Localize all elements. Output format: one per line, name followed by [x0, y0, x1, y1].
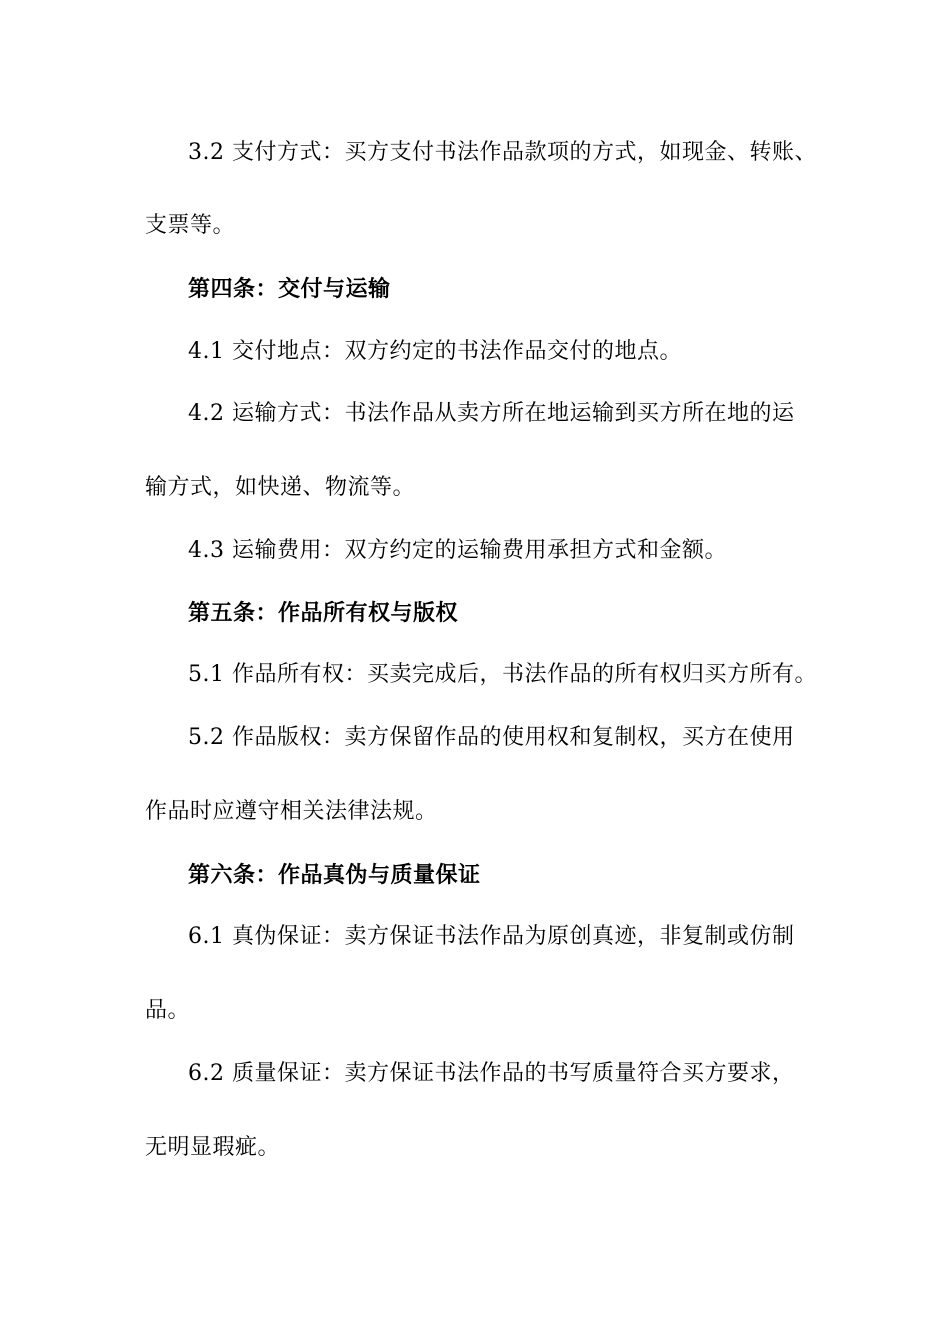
clause-4-2-line-1: 4.2 运输方式：书法作品从卖方所在地运输到买方所在地的运 [188, 401, 795, 426]
article-6-heading: 第六条：作品真伪与质量保证 [188, 862, 481, 888]
article-4-heading: 第四条：交付与运输 [188, 276, 391, 302]
clause-4-1: 4.1 交付地点：双方约定的书法作品交付的地点。 [188, 339, 682, 364]
clause-5-2-line-1: 5.2 作品版权：卖方保留作品的使用权和复制权，买方在使用 [188, 725, 795, 750]
clause-6-2-line-1: 6.2 质量保证：卖方保证书法作品的书写质量符合买方要求， [188, 1061, 795, 1086]
clause-6-1-line-2: 品。 [145, 998, 191, 1023]
clause-3-2-line-1: 3.2 支付方式：买方支付书法作品款项的方式，如现金、转账、 [188, 140, 817, 165]
clause-5-1: 5.1 作品所有权：买卖完成后，书法作品的所有权归买方所有。 [188, 662, 817, 687]
clause-6-2-line-2: 无明显瑕疵。 [145, 1135, 281, 1160]
clause-5-2-line-2: 作品时应遵守相关法律法规。 [145, 799, 438, 824]
clause-6-1-line-1: 6.1 真伪保证：卖方保证书法作品为原创真迹，非复制或仿制 [188, 924, 795, 949]
clause-4-3: 4.3 运输费用：双方约定的运输费用承担方式和金额。 [188, 538, 727, 563]
clause-3-2-line-2: 支票等。 [145, 213, 236, 238]
article-5-heading: 第五条：作品所有权与版权 [188, 600, 459, 626]
clause-4-2-line-2: 输方式，如快递、物流等。 [145, 475, 416, 500]
